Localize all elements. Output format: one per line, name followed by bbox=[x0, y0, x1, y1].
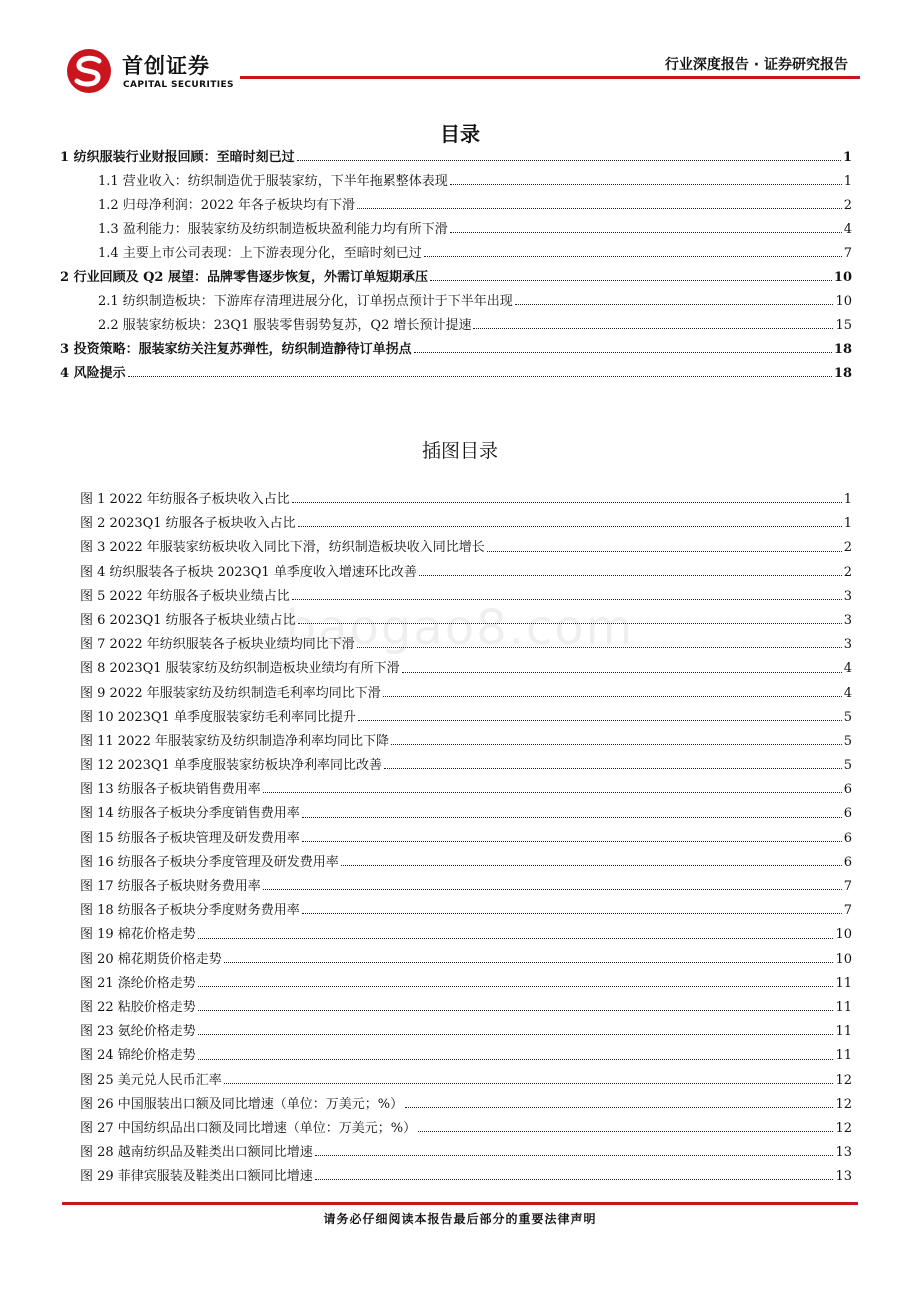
figure-entry[interactable] bbox=[80, 899, 852, 923]
leader-dots bbox=[391, 743, 842, 745]
toc-entry[interactable] bbox=[60, 170, 852, 194]
leader-dots bbox=[487, 550, 842, 552]
leader-dots bbox=[198, 1058, 834, 1060]
figure-entry-page: 2 bbox=[843, 564, 852, 580]
figure-entry-text: 图 16 纺服各子板块分季度管理及研发费用率 bbox=[80, 854, 339, 870]
figure-entry[interactable] bbox=[80, 948, 852, 972]
toc-entry-page: 10 bbox=[835, 294, 852, 309]
figure-entry[interactable] bbox=[80, 657, 852, 681]
toc-entry-text: 2.1 纺织制造板块：下游库存清理进展分化，订单拐点预计于下半年出现 bbox=[98, 294, 513, 309]
figure-entry[interactable] bbox=[80, 682, 852, 706]
leader-dots bbox=[263, 791, 842, 793]
figure-entry-page: 10 bbox=[835, 951, 852, 967]
leader-dots bbox=[198, 1033, 834, 1035]
leader-dots bbox=[430, 279, 832, 281]
leader-dots bbox=[450, 183, 842, 185]
report-type-label: 行业深度报告 · 证券研究报告 bbox=[664, 57, 848, 73]
figure-entry-page: 1 bbox=[843, 492, 852, 507]
figure-entry[interactable] bbox=[80, 730, 852, 754]
figure-entry-text: 图 3 2022 年服装家纺板块收入同比下滑，纺织制造板块收入同比增长 bbox=[80, 540, 485, 556]
toc-entry-page: 10 bbox=[833, 270, 852, 285]
figure-entry-page: 6 bbox=[843, 782, 852, 798]
figure-entry-page: 12 bbox=[835, 1096, 852, 1112]
leader-dots bbox=[198, 937, 834, 939]
figure-entry[interactable] bbox=[80, 1093, 852, 1117]
figure-entry-page: 5 bbox=[843, 709, 852, 725]
toc-entry[interactable] bbox=[60, 362, 852, 386]
figure-entry[interactable] bbox=[80, 851, 852, 875]
leader-dots bbox=[384, 767, 842, 769]
figure-entry-text: 图 15 纺服各子板块管理及研发费用率 bbox=[80, 830, 300, 846]
figure-entry[interactable] bbox=[80, 802, 852, 826]
figure-entry-text: 图 19 棉花价格走势 bbox=[80, 927, 196, 943]
figure-entry-page: 7 bbox=[843, 903, 852, 919]
figure-entry-page: 6 bbox=[843, 854, 852, 870]
figure-entry-text: 图 27 中国纺织品出口额及同比增速（单位：万美元；%） bbox=[80, 1120, 417, 1136]
toc-title: 目录 bbox=[440, 122, 480, 146]
figure-entry-page: 13 bbox=[835, 1145, 852, 1161]
toc-entry-text: 3 投资策略：服装家纺关注复苏弹性，纺织制造静待订单拐点 bbox=[60, 342, 412, 357]
figure-entry-text: 图 29 菲律宾服装及鞋类出口额同比增速 bbox=[80, 1169, 313, 1185]
figure-entry[interactable] bbox=[80, 1020, 852, 1044]
figure-entry-page: 7 bbox=[843, 879, 852, 894]
leader-dots bbox=[224, 961, 834, 963]
leader-dots bbox=[450, 231, 842, 233]
toc-entry-text: 1.1 营业收入：纺织制造优于服装家纺，下半年拖累整体表现 bbox=[98, 174, 448, 189]
leader-dots bbox=[418, 1130, 833, 1132]
figure-entry[interactable] bbox=[80, 488, 852, 512]
figure-entry-text: 图 1 2022 年纺服各子板块收入占比 bbox=[80, 492, 290, 507]
toc-entry-page: 15 bbox=[835, 318, 852, 333]
toc-entry-text: 1.2 归母净利润：2022 年各子板块均有下滑 bbox=[98, 198, 356, 213]
figure-entry-page: 10 bbox=[835, 927, 852, 943]
figure-entry[interactable] bbox=[80, 1069, 852, 1093]
toc-entry[interactable] bbox=[60, 266, 852, 290]
leader-dots bbox=[297, 159, 841, 161]
figure-entry-page: 6 bbox=[843, 830, 852, 846]
figure-entry-text: 图 25 美元兑人民币汇率 bbox=[80, 1072, 222, 1088]
leader-dots bbox=[419, 574, 842, 576]
figure-entry-page: 5 bbox=[843, 758, 852, 774]
figure-entry-text: 图 24 锦纶价格走势 bbox=[80, 1048, 196, 1064]
figure-entry[interactable] bbox=[80, 827, 852, 851]
figure-entry[interactable] bbox=[80, 1117, 852, 1141]
leader-dots bbox=[405, 1106, 833, 1108]
figure-entry-text: 图 6 2023Q1 纺服各子板块业绩占比 bbox=[80, 612, 296, 628]
watermark: baogao8.com bbox=[285, 600, 635, 656]
leader-dots bbox=[302, 840, 842, 842]
figure-entry-page: 4 bbox=[843, 685, 852, 701]
figure-entry-page: 12 bbox=[835, 1120, 852, 1136]
figure-entry-page: 4 bbox=[843, 661, 852, 677]
figure-entry-page: 5 bbox=[843, 733, 852, 749]
leader-dots bbox=[224, 1082, 834, 1084]
figure-entry-page: 11 bbox=[835, 1024, 852, 1040]
toc-entry-text: 1.4 主要上市公司表现：上下游表现分化，至暗时刻已过 bbox=[98, 246, 422, 261]
table-of-contents bbox=[60, 146, 852, 386]
figure-entry[interactable] bbox=[80, 1141, 852, 1165]
figure-entry-page: 11 bbox=[835, 975, 852, 991]
leader-dots bbox=[473, 327, 833, 329]
figure-entry[interactable] bbox=[80, 875, 852, 899]
leader-dots bbox=[292, 501, 842, 503]
figure-entry[interactable] bbox=[80, 561, 852, 585]
figure-entry-page: 1 bbox=[843, 516, 852, 532]
leader-dots bbox=[515, 303, 834, 305]
leader-dots bbox=[357, 207, 842, 209]
toc-entry-page: 18 bbox=[833, 342, 852, 357]
figure-entry-text: 图 21 涤纶价格走势 bbox=[80, 975, 196, 991]
toc-entry-text: 2.2 服装家纺板块：23Q1 服装零售弱势复苏，Q2 增长预计提速 bbox=[98, 318, 472, 333]
leader-dots bbox=[128, 375, 832, 377]
toc-entry[interactable] bbox=[60, 338, 852, 362]
company-logo bbox=[66, 48, 256, 94]
figure-entry-text: 图 18 纺服各子板块分季度财务费用率 bbox=[80, 903, 300, 919]
figure-entry-text: 图 14 纺服各子板块分季度销售费用率 bbox=[80, 806, 300, 822]
leader-dots bbox=[424, 255, 842, 257]
figure-entry-text: 图 17 纺服各子板块财务费用率 bbox=[80, 879, 261, 894]
figure-entry-page: 3 bbox=[843, 637, 852, 653]
toc-entry-text: 1 纺织服装行业财报回顾：至暗时刻已过 bbox=[60, 150, 295, 165]
figure-entry-page: 3 bbox=[843, 612, 852, 628]
leader-dots bbox=[198, 985, 834, 987]
logo-mark-icon bbox=[66, 48, 112, 94]
figure-entry-text: 图 2 2023Q1 纺服各子板块收入占比 bbox=[80, 516, 296, 532]
leader-dots bbox=[263, 888, 842, 890]
figure-entry-text: 图 10 2023Q1 单季度服装家纺毛利率同比提升 bbox=[80, 709, 356, 725]
figures-list bbox=[80, 488, 852, 1189]
page-header bbox=[60, 44, 860, 94]
header-divider bbox=[240, 76, 860, 79]
leader-dots bbox=[302, 912, 842, 914]
figure-entry-text: 图 8 2023Q1 服装家纺及纺织制造板块业绩均有所下滑 bbox=[80, 661, 400, 677]
toc-entry[interactable] bbox=[60, 290, 852, 314]
toc-entry[interactable] bbox=[60, 314, 852, 338]
figure-entry-page: 12 bbox=[835, 1072, 852, 1088]
toc-entry[interactable] bbox=[60, 146, 852, 170]
figure-entry-text: 图 20 棉花期货价格走势 bbox=[80, 951, 222, 967]
toc-entry-page: 2 bbox=[843, 198, 852, 213]
leader-dots bbox=[302, 816, 842, 818]
toc-entry-text: 4 风险提示 bbox=[60, 366, 126, 381]
figure-entry[interactable] bbox=[80, 778, 852, 802]
figure-entry-text: 图 28 越南纺织品及鞋类出口额同比增速 bbox=[80, 1145, 313, 1161]
figure-entry[interactable] bbox=[80, 1165, 852, 1189]
leader-dots bbox=[414, 351, 832, 353]
toc-entry-page: 1 bbox=[843, 174, 852, 189]
toc-entry-text: 2 行业回顾及 Q2 展望：品牌零售逐步恢复，外需订单短期承压 bbox=[60, 270, 428, 285]
figure-entry-text: 图 9 2022 年服装家纺及纺织制造毛利率均同比下滑 bbox=[80, 685, 381, 701]
leader-dots bbox=[298, 525, 842, 527]
figure-entry-text: 图 26 中国服装出口额及同比增速（单位：万美元；%） bbox=[80, 1096, 404, 1112]
figure-entry-page: 11 bbox=[835, 999, 852, 1015]
footer-divider bbox=[62, 1202, 858, 1205]
toc-entry-page: 7 bbox=[843, 246, 852, 261]
figure-entry-page: 3 bbox=[843, 588, 852, 604]
figure-entry[interactable] bbox=[80, 706, 852, 730]
leader-dots bbox=[315, 1178, 834, 1180]
figure-entry-text: 图 4 纺织服装各子板块 2023Q1 单季度收入增速环比改善 bbox=[80, 564, 417, 580]
leader-dots bbox=[402, 671, 842, 673]
figure-entry-page: 6 bbox=[843, 806, 852, 822]
toc-entry-page: 1 bbox=[842, 150, 852, 165]
toc-entry[interactable] bbox=[60, 218, 852, 242]
figure-entry-page: 13 bbox=[835, 1169, 852, 1185]
figure-entry[interactable] bbox=[80, 536, 852, 560]
figure-entry-page: 2 bbox=[843, 540, 852, 556]
toc-entry-page: 18 bbox=[833, 366, 852, 381]
figure-entry-text: 图 12 2023Q1 单季度服装家纺板块净利率同比改善 bbox=[80, 758, 382, 774]
figures-list-title: 插图目录 bbox=[421, 440, 498, 462]
figure-entry-text: 图 23 氨纶价格走势 bbox=[80, 1024, 196, 1040]
figure-entry[interactable] bbox=[80, 972, 852, 996]
logo-chinese-name: 首创证券 bbox=[122, 54, 210, 78]
leader-dots bbox=[341, 864, 842, 866]
figure-entry[interactable] bbox=[80, 1044, 852, 1068]
leader-dots bbox=[358, 719, 842, 721]
figure-entry-text: 图 22 粘胶价格走势 bbox=[80, 999, 196, 1015]
figure-entry-text: 图 7 2022 年纺织服装各子板块业绩均同比下滑 bbox=[80, 637, 355, 653]
figure-entry-text: 图 11 2022 年服装家纺及纺织制造净利率均同比下降 bbox=[80, 733, 390, 749]
figure-entry[interactable] bbox=[80, 996, 852, 1020]
leader-dots bbox=[383, 695, 842, 697]
figure-entry[interactable] bbox=[80, 512, 852, 536]
leader-dots bbox=[198, 1009, 834, 1011]
toc-entry-text: 1.3 盈利能力：服装家纺及纺织制造板块盈利能力均有所下滑 bbox=[98, 222, 448, 237]
figure-entry-page: 11 bbox=[835, 1048, 852, 1064]
logo-english-name: CAPITAL SECURITIES bbox=[123, 80, 234, 90]
legal-disclaimer: 请务必仔细阅读本报告最后部分的重要法律声明 bbox=[323, 1212, 597, 1226]
figure-entry-text: 图 5 2022 年纺服各子板块业绩占比 bbox=[80, 588, 290, 604]
figure-entry[interactable] bbox=[80, 923, 852, 947]
toc-entry-page: 4 bbox=[843, 222, 852, 237]
figure-entry[interactable] bbox=[80, 754, 852, 778]
figure-entry-text: 图 13 纺服各子板块销售费用率 bbox=[80, 782, 261, 798]
toc-entry[interactable] bbox=[60, 242, 852, 266]
toc-entry[interactable] bbox=[60, 194, 852, 218]
leader-dots bbox=[315, 1154, 834, 1156]
